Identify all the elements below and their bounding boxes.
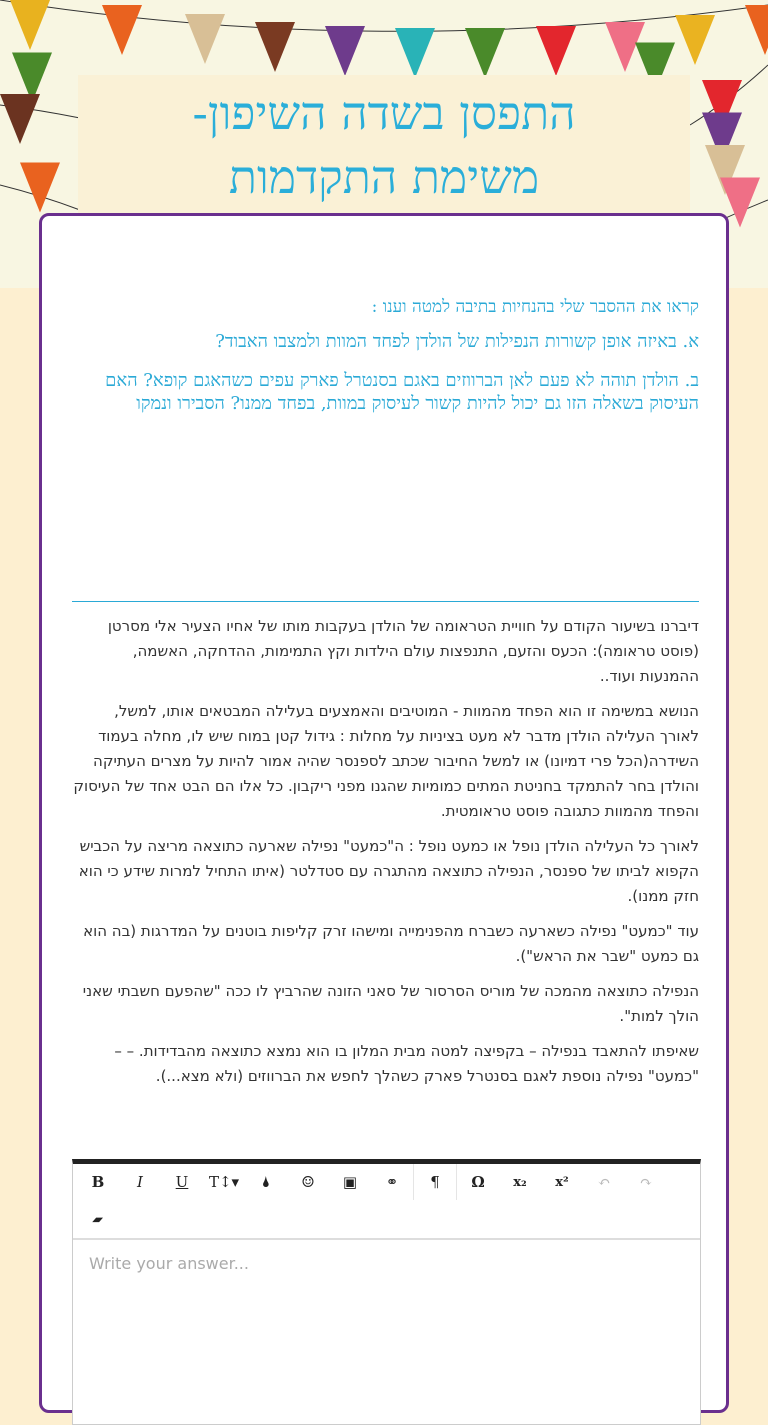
instructions-intro: קראו את ההסבר שלי בהנחיות בתיבה למטה וענו :	[371, 297, 699, 317]
divider	[72, 601, 699, 602]
answer-editor	[72, 1159, 701, 1425]
paragraph: עוד "כמעט" נפילה כשארעה כשברח מהפנימייה ומישהו זרק קליפות בוטנים על המדרגות (בה הוא גם כמעט "שבר את הראש").	[83, 922, 699, 965]
image-icon[interactable]: ▣	[342, 1173, 358, 1191]
bunting-flag	[0, 94, 40, 144]
bunting-flag	[395, 28, 435, 78]
task-card	[39, 213, 729, 1413]
bunting-flag	[536, 26, 576, 76]
title-line-1: התפסן בשדה השיפון-	[192, 86, 576, 140]
link-icon[interactable]: ⚭	[385, 1173, 399, 1191]
paragraph: לאורך כל העלילה הולדן נופל או כמעט נופל : ה"כמעט" נפילה שארעה כתוצאה מריצה על הכביש הקפוא לביתו של ספנסר, הנפילה כתוצאה מהתגרה עם סטדלטר (איתו התחיל למרות שידע כי הוא חזק ממנו).	[78, 837, 699, 905]
answer-input[interactable]: Write your answer...	[89, 1254, 249, 1273]
question-a: א. באיזה אופן קשורות הנפילות של הולדן לפחד המוות ולמצבו האבוד?	[215, 331, 699, 352]
paragraph: שאיפתו להתאבד בנפילה – בקפיצה למטה מבית המלון בו הוא נמצא כתוצאה מהבדידות. – – "כמעט" נפילה נוספת לאגם בסנטרל פארק כשהלך לחפש את הברווזים (ולא מצא...).	[114, 1042, 699, 1085]
bunting-flag	[20, 163, 60, 213]
bold-button[interactable]: B	[91, 1173, 105, 1191]
bunting-flag	[102, 5, 142, 55]
paragraph: הנפילה כתוצאה מהמכה של מוריס הסרסור של סאני הזונה שהרביץ לו ככה "שהפעם חשבתי שאני הולך למות".	[82, 982, 699, 1025]
editor-toolbar	[73, 1164, 700, 1240]
bunting-flag	[465, 28, 505, 78]
bunting-flag	[185, 14, 225, 64]
italic-button[interactable]: I	[137, 1173, 143, 1191]
superscript-button[interactable]: x²	[555, 1174, 569, 1190]
question-b: ב. הולדן תוהה לא פעם לאן הברווזים באגם בסנטרל פארק עפים כשהאגם קופא? האם העיסוק בשאלה הזו גם יכול להיות קשור לעיסוק במוות, בפחד ממנו? הסבירו ונמקו	[105, 370, 699, 414]
clear-formatting-icon[interactable]: ▰	[90, 1212, 106, 1226]
underline-button[interactable]: U	[175, 1173, 189, 1191]
text-color-icon[interactable]: 🌢	[261, 1173, 271, 1191]
special-characters-button[interactable]: Ω	[456, 1164, 499, 1200]
bunting-flag	[675, 15, 715, 65]
bunting-flag	[325, 26, 365, 76]
paragraph-direction-button[interactable]: ¶	[413, 1164, 456, 1200]
paragraph: הנושא במשימה זו הוא הפחד מהמוות - המוטיבים והאמצעים בעלילה המבטאים אותו, למשל, לאורך העלילה הולדן מדבר לא מעט בציניות על מחלות : גידול קטן במוח שיש לו, מחלה בעמוד השידרה(הכל פרי דמיונו) או למשל החיבור שכתב לספנסר שהיה אמור להיות על מצרים העתיקה והולדן בחר להתמקד בחניטת המתים כמומיות שהגנו מפני ריקבון. כל אלו הם הבט אחד של העיסוק והפחד מהמוות כתגובה פוסט טראומטית.	[73, 702, 699, 820]
subscript-button[interactable]: x₂	[513, 1174, 527, 1190]
page-title	[78, 75, 690, 215]
explanation-text	[72, 614, 699, 1099]
undo-icon[interactable]: ↶	[597, 1173, 611, 1191]
emoji-icon[interactable]: ☺	[301, 1173, 315, 1191]
font-size-dropdown[interactable]: T↕▾	[208, 1173, 240, 1191]
bunting-flag	[255, 22, 295, 72]
title-line-2: משימת התקדמות	[228, 150, 540, 204]
redo-icon[interactable]: ↷	[639, 1173, 653, 1191]
bunting-flag	[745, 5, 768, 55]
bunting-flag	[10, 0, 50, 50]
paragraph: דיברנו בשיעור הקודם על חוויית הטראומה של הולדן בעקבות מותו של אחיו הצעיר אלי מסרטן (פוסט טראומה): הכעס והזעם, התנפצות עולם הילדות וקץ התמימות, ההדחקה, האשמה, ההמנעות ועוד..	[107, 617, 699, 685]
